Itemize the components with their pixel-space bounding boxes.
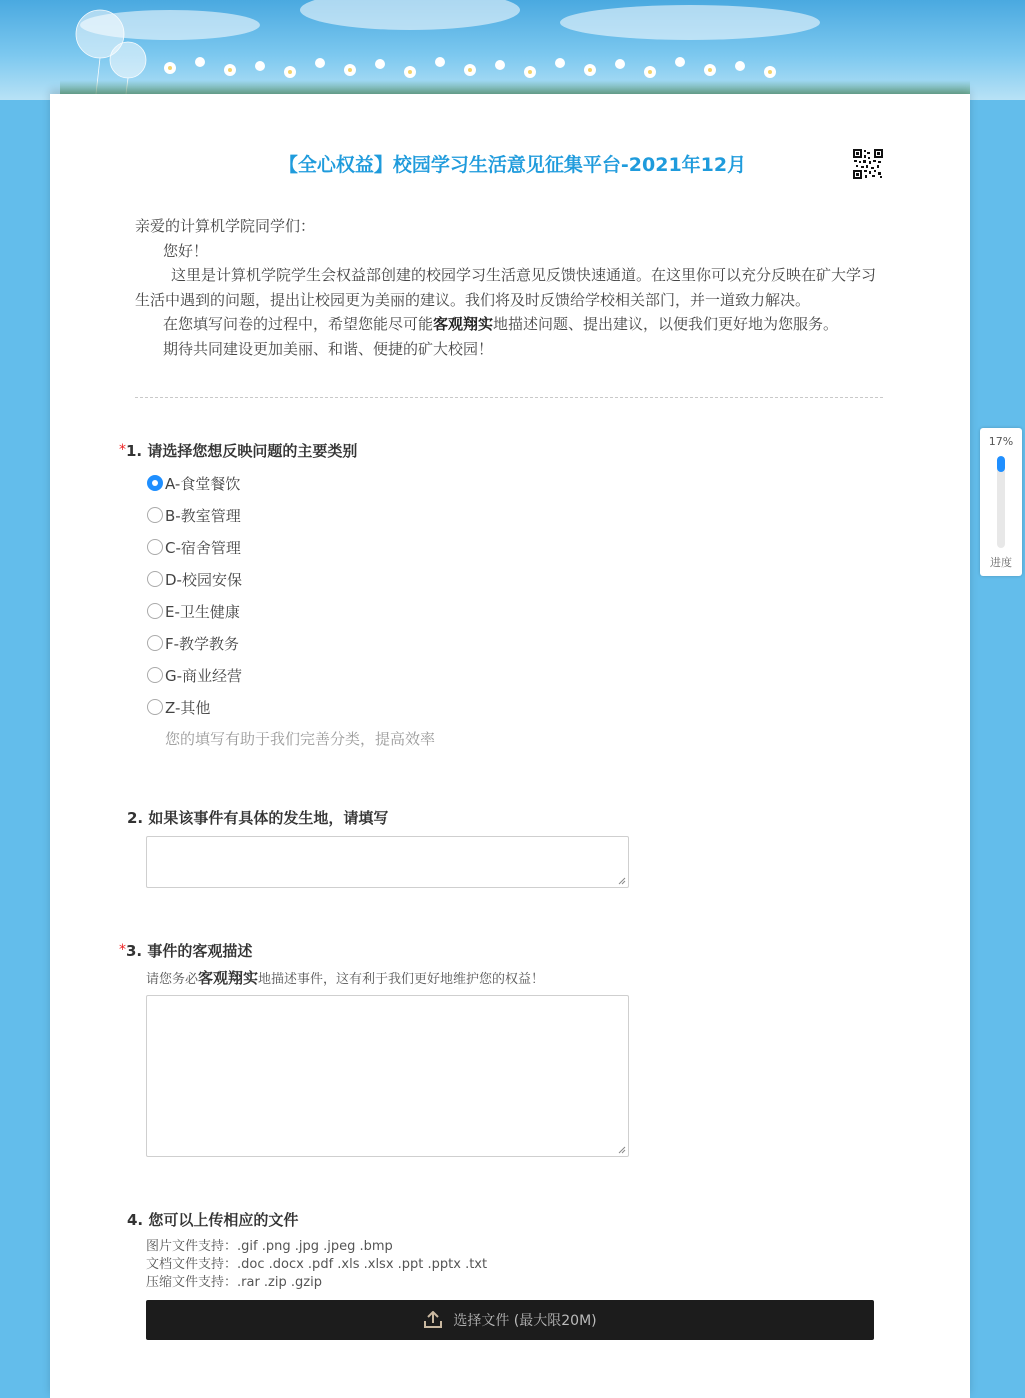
radio-option[interactable]	[147, 600, 240, 622]
radio-button[interactable]	[147, 667, 163, 683]
radio-option-label[interactable]: A-食堂餐饮	[165, 474, 241, 493]
radio-option-label[interactable]: Z-其他	[165, 698, 211, 717]
radio-option-label[interactable]: F-教学教务	[165, 634, 240, 653]
question-1-hint: 您的填写有助于我们完善分类，提高效率	[165, 730, 436, 748]
required-mark: *	[119, 942, 126, 958]
question-4-title: 4. 您可以上传相应的文件	[127, 1211, 299, 1229]
page-title: 【全心权益】校园学习生活意见征集平台-2021年12月	[278, 154, 747, 176]
radio-option-label[interactable]: G-商业经营	[165, 666, 243, 685]
question-3-title	[119, 940, 252, 961]
resize-handle-icon[interactable]	[618, 877, 626, 885]
radio-option-label[interactable]: C-宿舍管理	[165, 538, 241, 557]
radio-button[interactable]	[147, 635, 163, 651]
upload-icon	[423, 1311, 443, 1329]
required-mark: *	[119, 442, 126, 458]
radio-button[interactable]	[147, 539, 163, 555]
intro-text	[135, 214, 883, 361]
grass-strip	[60, 80, 970, 94]
progress-track	[997, 456, 1005, 548]
divider	[135, 397, 883, 398]
radio-option-label[interactable]: D-校园安保	[165, 570, 242, 589]
radio-button[interactable]	[147, 699, 163, 715]
intro-hello: 您好！	[163, 241, 209, 260]
radio-button[interactable]	[147, 475, 163, 491]
intro-paragraph-3: 期待共同建设更加美丽、和谐、便捷的矿大校园！	[163, 339, 494, 358]
radio-option[interactable]	[147, 664, 242, 686]
location-input[interactable]	[146, 836, 629, 888]
question-1-label: 1. 请选择您想反映问题的主要类别	[126, 442, 358, 460]
radio-option[interactable]	[147, 568, 242, 590]
intro-p2-bold: 客观翔实	[433, 315, 494, 333]
intro-paragraph-2	[135, 312, 883, 337]
question-1-title	[119, 440, 357, 461]
radio-option-label[interactable]: E-卫生健康	[165, 602, 240, 621]
radio-button[interactable]	[147, 603, 163, 619]
progress-widget	[980, 428, 1022, 576]
intro-p2-text-end: 地描述问题、提出建议，以便我们更好地为您服务。	[493, 315, 839, 333]
radio-button[interactable]	[147, 571, 163, 587]
archive-file-types: 压缩文件支持：.rar .zip .gzip	[146, 1275, 322, 1290]
radio-button[interactable]	[147, 507, 163, 523]
document-file-types: 文档文件支持：.doc .docx .pdf .xls .xlsx .ppt .pptx .txt	[146, 1257, 488, 1272]
radio-option[interactable]	[147, 696, 210, 718]
choose-file-button[interactable]	[146, 1300, 874, 1340]
radio-option[interactable]	[147, 536, 241, 558]
qr-code-icon[interactable]	[853, 149, 883, 179]
file-type-info	[146, 1238, 487, 1292]
question-2-title: 2. 如果该事件有具体的发生地，请填写	[127, 809, 389, 827]
q3-desc-text-end: 地描述事件，这有利于我们更好地维护您的权益！	[258, 972, 545, 987]
radio-option[interactable]	[147, 504, 241, 526]
choose-file-label: 选择文件 (最大限20M)	[453, 1313, 597, 1329]
q3-desc-text: 请您务必	[146, 972, 199, 987]
q3-desc-bold: 客观翔实	[198, 969, 259, 987]
progress-label: 进度	[990, 556, 1012, 569]
radio-option-label[interactable]: B-教室管理	[165, 506, 241, 525]
intro-p2-text: 在您填写问卷的过程中，希望您能尽可能	[163, 315, 434, 333]
question-3-description	[146, 967, 544, 988]
header-banner	[0, 0, 1025, 100]
progress-percent: 17%	[988, 435, 1014, 448]
resize-handle-icon[interactable]	[618, 1146, 626, 1154]
intro-paragraph-1: 这里是计算机学院学生会权益部创建的校园学习生活意见反馈快速通道。在这里你可以充分反映在矿大学习生活中遇到的问题，提出让校园更为美丽的建议。我们将及时反馈给学校相关部门，并一道致力解决。	[135, 266, 877, 309]
intro-greeting: 亲爱的计算机学院同学们：	[135, 217, 316, 235]
question-3-label: 3. 事件的客观描述	[126, 942, 253, 960]
progress-fill	[997, 456, 1005, 472]
image-file-types: 图片文件支持：.gif .png .jpg .jpeg .bmp	[146, 1239, 393, 1254]
description-textarea[interactable]	[146, 995, 629, 1157]
radio-option[interactable]	[147, 472, 240, 494]
radio-option[interactable]	[147, 632, 239, 654]
